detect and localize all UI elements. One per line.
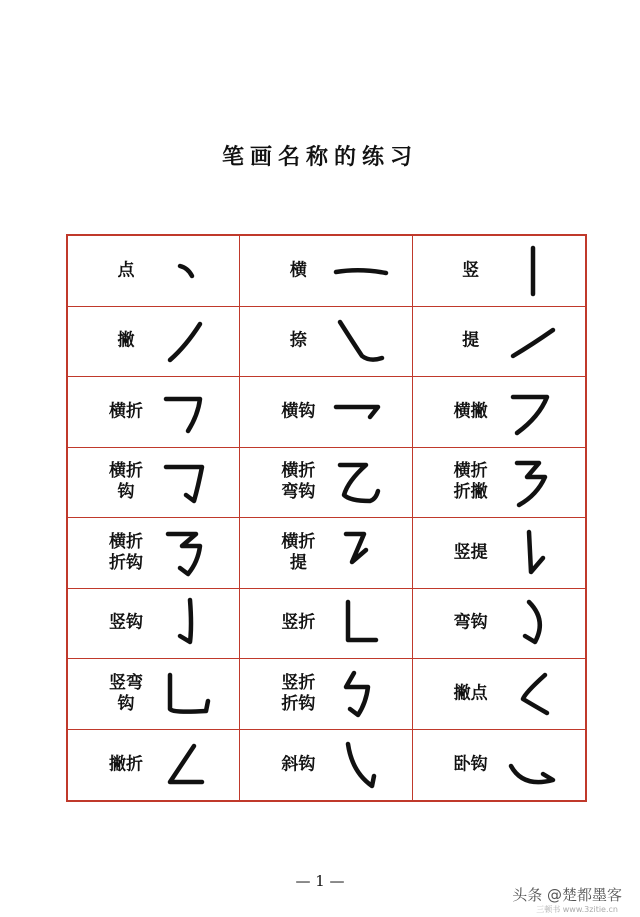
stroke-name: 捺 (289, 330, 307, 351)
stroke-name: 横折 折撇 (453, 461, 488, 503)
stroke-name: 撇折 (109, 754, 143, 775)
stroke-cell (68, 236, 240, 307)
stroke-table (66, 234, 587, 802)
stroke-name: 点 (117, 260, 135, 281)
stroke-cell (413, 236, 585, 307)
hengzheti-stroke (330, 526, 390, 580)
stroke-cell (413, 307, 585, 378)
henggou-stroke (330, 385, 390, 439)
shugou-stroke (158, 596, 218, 650)
stroke-cell (413, 377, 585, 448)
dian-stroke (158, 244, 218, 298)
stroke-cell (68, 730, 240, 801)
wangou-stroke (503, 596, 563, 650)
stroke-cell (413, 518, 585, 589)
stroke-name: 竖提 (453, 542, 488, 563)
shuti-stroke (503, 526, 563, 580)
stroke-cell (413, 659, 585, 730)
stroke-name: 横钩 (281, 401, 316, 422)
stroke-cell (240, 377, 412, 448)
stroke-name: 卧钩 (453, 754, 488, 775)
stroke-name: 横撇 (453, 401, 488, 422)
stroke-name: 竖折 (281, 612, 316, 633)
stroke-cell (68, 448, 240, 519)
stroke-name: 横折 提 (281, 531, 316, 573)
stroke-cell (413, 730, 585, 801)
stroke-name: 弯钩 (453, 612, 488, 633)
hengzhegou-stroke (158, 455, 218, 509)
stroke-name: 撇 (117, 330, 135, 351)
stroke-cell (68, 589, 240, 660)
hengzhezhegou-stroke (158, 526, 218, 580)
shuzhezhegou-stroke (330, 667, 390, 721)
stroke-name: 竖折 折钩 (281, 672, 316, 714)
shuzhe-stroke (330, 596, 390, 650)
watermark: 头条 @楚都墨客 (512, 886, 622, 904)
na-stroke (330, 314, 390, 368)
stroke-name: 竖弯 钩 (109, 672, 143, 714)
stroke-cell (240, 236, 412, 307)
stroke-name: 横折 钩 (109, 461, 143, 503)
hengpie-stroke (503, 385, 563, 439)
ti-stroke (503, 314, 563, 368)
hengzhezhepie-stroke (503, 455, 563, 509)
piedian-stroke (503, 667, 563, 721)
stroke-cell (240, 448, 412, 519)
stroke-cell (68, 518, 240, 589)
stroke-cell (413, 448, 585, 519)
pie-stroke (158, 314, 218, 368)
stroke-name: 横折 折钩 (109, 531, 143, 573)
stroke-cell (68, 307, 240, 378)
xiegou-stroke (330, 738, 390, 792)
stroke-cell (240, 730, 412, 801)
wogou-stroke (503, 738, 563, 792)
stroke-cell (240, 518, 412, 589)
stroke-cell (68, 377, 240, 448)
stroke-cell (240, 307, 412, 378)
stroke-cell (413, 589, 585, 660)
shu-stroke (503, 244, 563, 298)
stroke-cell (240, 659, 412, 730)
stroke-name: 竖钩 (109, 612, 143, 633)
stroke-name: 横 (289, 260, 307, 281)
hengzhe-stroke (158, 385, 218, 439)
stroke-cell (68, 659, 240, 730)
page-title: 笔画名称的练习 (221, 144, 418, 170)
heng-stroke (330, 244, 390, 298)
stroke-cell (240, 589, 412, 660)
hengzhewangou-stroke (330, 455, 390, 509)
shuwangou-stroke (158, 667, 218, 721)
watermark-sub: 三顿书 www.3zitie.cn (536, 905, 618, 914)
stroke-name: 横折 (109, 401, 143, 422)
page-number: — 1 — (295, 872, 345, 890)
piezhe-stroke (158, 738, 218, 792)
stroke-name: 撇点 (453, 683, 488, 704)
stroke-name: 竖 (462, 260, 480, 281)
stroke-name: 提 (462, 330, 480, 351)
stroke-name: 横折 弯钩 (281, 461, 316, 503)
stroke-name: 斜钩 (281, 754, 316, 775)
